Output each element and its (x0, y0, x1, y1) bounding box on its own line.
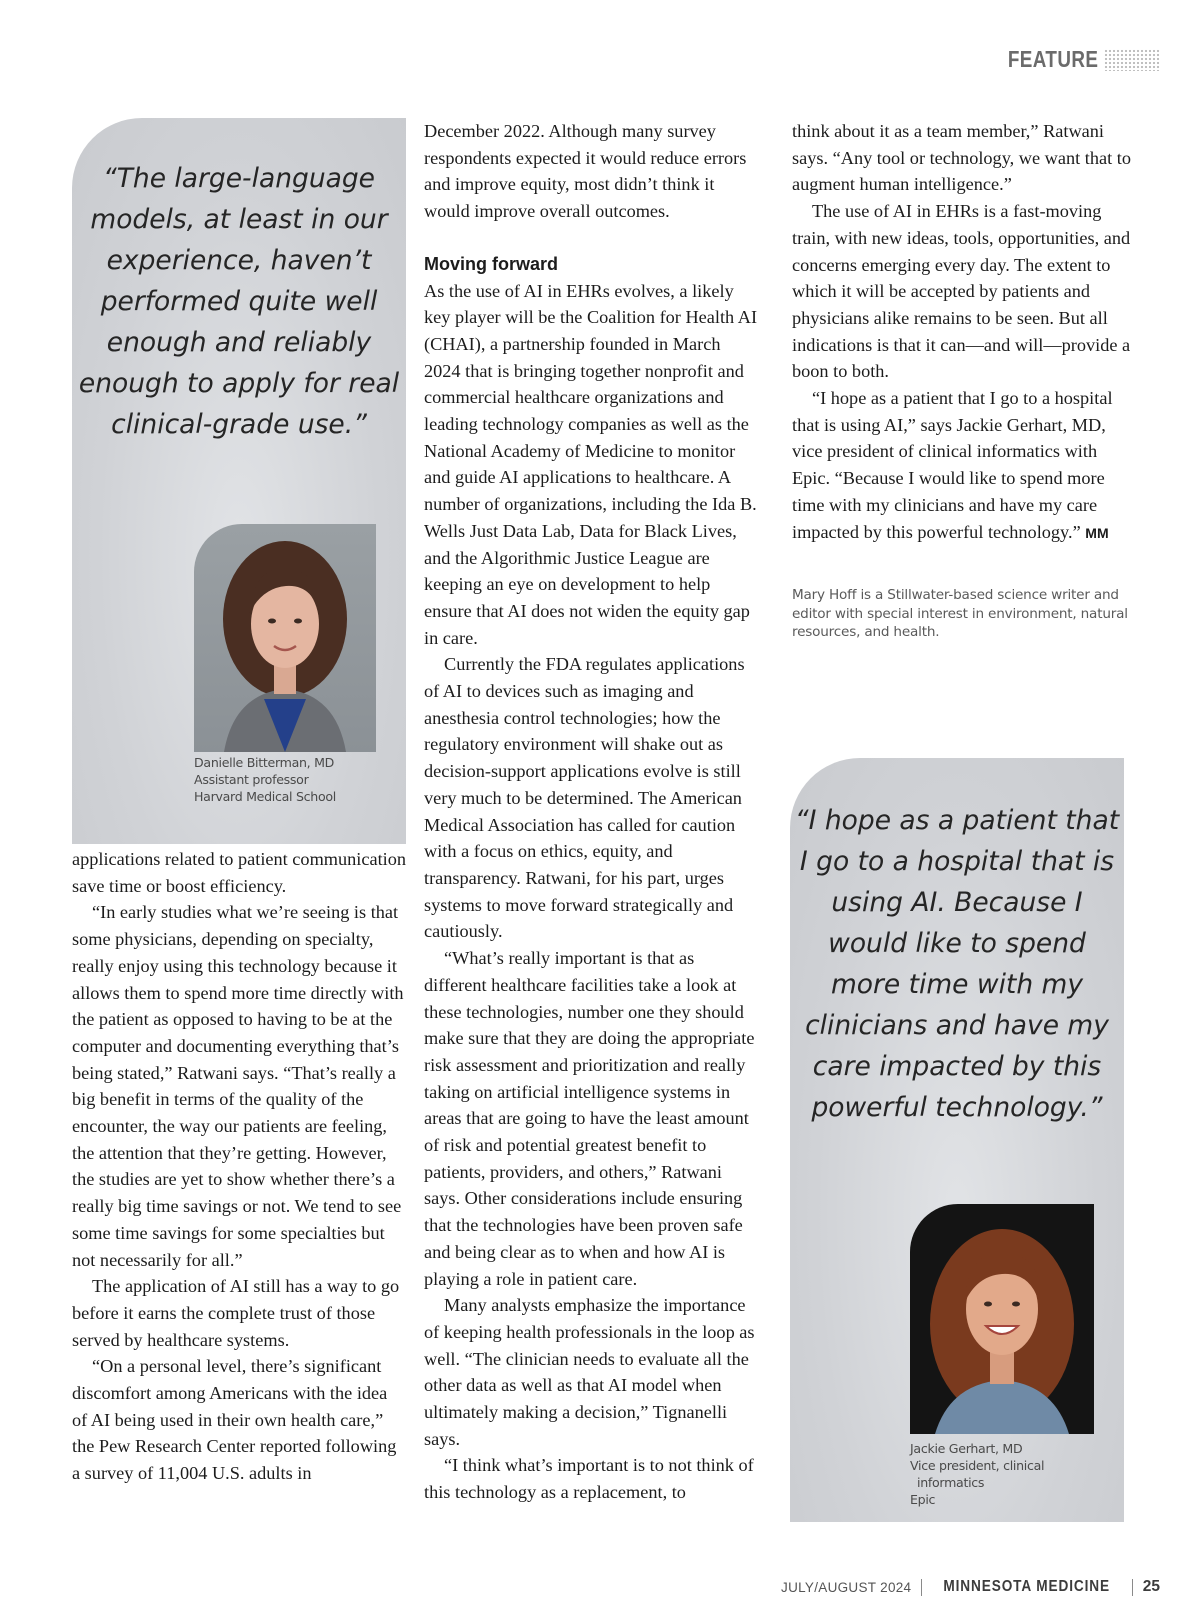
pull-quote-gerhart (790, 758, 1124, 1522)
portrait-photo-bitterman (194, 524, 376, 752)
subhead-moving-forward: Moving forward (424, 253, 558, 274)
caption-title: Vice president, clinical (910, 1458, 1045, 1473)
dot-pattern-decoration (1104, 49, 1160, 71)
body-paragraph: December 2022. Although many survey respondents expected it would reduce errors and improve equity, most didn’t think it would improve overall outcomes. (424, 121, 747, 222)
body-paragraph: “In early studies what we’re seeing is that some physicians, depending on specialty, really enjoy using this technology because it allows them to spend more time directly with the patient as opposed to having to be at the computer and documenting everything that’s being stated,” Ratwani says. “That’s really a big benefit in terms of the quality of the encounter, the way our patients are feeling, the attention that they’re getting. However, the studies are yet to show whether there’s a really big time savings or not. We tend to see some time savings for some specialties but not necessarily for all.” (72, 902, 404, 1270)
photo-caption-gerhart (910, 1440, 1044, 1508)
pull-quote-bitterman (72, 118, 406, 844)
caption-organization: Harvard Medical School (194, 789, 336, 804)
end-mark: MM (1085, 524, 1109, 541)
body-paragraph: “What’s really important is that as different healthcare facilities take a look at these technologies, number one they should make sure that they are doing the appropriate risk assessment and prioritization and really taking on artificial intelligence systems in areas that are going to have the least amount of risk and potential greatest benefit to patients, providers, and others,” Ratwani says. Other considerations include ensuring that the technologies have been proven safe and being clear as to when and how AI is playing a role in patient care. (424, 948, 755, 1289)
portrait-illustration (194, 524, 376, 752)
page-footer (781, 1578, 1160, 1596)
paragraph-spacer (424, 225, 759, 251)
body-paragraph: Many analysts emphasize the importance of keeping health professionals in the loop as well. “The clinician needs to evaluate all the other data as well as that AI model when ultimately making a decision,” Tignanelli says. (424, 1295, 755, 1449)
article-column-1 (72, 846, 407, 1487)
article-column-2 (424, 118, 759, 1506)
body-paragraph: The use of AI in EHRs is a fast-moving train, with new ideas, tools, opportunities, and concerns emerging every day. The extent to which it will be accepted by patients and physicians alike remains to be seen. But all indications is that it can—and will—provide a boon to both. (792, 201, 1131, 382)
portrait-illustration (910, 1204, 1094, 1434)
article-column-3 (792, 118, 1132, 546)
section-tag (988, 46, 1160, 73)
caption-name: Jackie Gerhart, MD (910, 1441, 1023, 1456)
footer-divider (1132, 1579, 1133, 1596)
caption-title: Assistant professor (194, 772, 309, 787)
body-paragraph: The application of AI still has a way to go before it earns the complete trust of those served by healthcare systems. (72, 1276, 400, 1350)
issue-date: JULY/AUGUST 2024 (781, 1579, 912, 1595)
author-bio: Mary Hoff is a Stillwater-based science writer and editor with special interest in environment, natural resources, and health. (792, 587, 1128, 640)
body-paragraph: applications related to patient communication save time or boost efficiency. (72, 849, 407, 896)
pull-quote-text: “The large-language models, at least in our experience, haven’t performed quite well enough and reliably enough to apply for real clinical-grade use.” (78, 163, 400, 440)
magazine-title: MINNESOTA MEDICINE (943, 1578, 1111, 1595)
footer-divider (921, 1579, 922, 1596)
pull-quote-text: “I hope as a patient that I go to a hospital that is using AI. Because I would like to spend more time with my clinicians and have my care impacted by this powerful technology.” (794, 805, 1120, 1123)
page-number: 25 (1142, 1578, 1160, 1595)
body-paragraph: think about it as a team member,” Ratwani says. “Any tool or technology, we want that to augment human intelligence.” (792, 121, 1131, 195)
closing-paragraph-text: “I hope as a patient that I go to a hospital that is using AI,” says Jackie Gerhart, MD, vice president of clinical informatics with Epic. “Because I would like to spend more time with my clinicians and have my care impacted by this powerful technology.” (792, 388, 1113, 542)
photo-caption-bitterman (194, 754, 336, 805)
section-label: FEATURE (1007, 46, 1098, 72)
caption-name: Danielle Bitterman, MD (194, 755, 335, 770)
caption-organization: Epic (910, 1492, 936, 1507)
body-paragraph: “I think what’s important is to not think of this technology as a replacement, to (424, 1455, 754, 1503)
body-paragraph: Currently the FDA regulates applications of AI to devices such as imaging and anesthesia control technologies; how the regulatory environment will shake out as decision-support applications evolve is still very much to be determined. The American Medical Association has called for caution with a focus on ethics, equity, and transparency. Ratwani, for his part, urges systems to move forward strategically and cautiously. (424, 654, 745, 942)
body-paragraph (792, 385, 1132, 546)
caption-title-continued: informatics (917, 1475, 985, 1490)
portrait-photo-gerhart (910, 1204, 1094, 1434)
body-paragraph: As the use of AI in EHRs evolves, a likely key player will be the Coalition for Health AI (CHAI), a partnership founded in March 2024 that is bringing together nonprofit and commercial healthcare organizations and leading technology companies as well as the National Academy of Medicine to monitor and guide AI applications to healthcare. A number of organizations, including the Ida B. Wells Just Data Lab, Data for Black Lives, and the Algorithmic Justice League are keeping an eye on development to help ensure that AI does not widen the equity gap in care. (424, 280, 758, 648)
body-paragraph: “On a personal level, there’s significant discomfort among Americans with the idea of AI being used in their own health care,” the Pew Research Center reported following a survey of 11,004 U.S. adults in (72, 1356, 397, 1484)
